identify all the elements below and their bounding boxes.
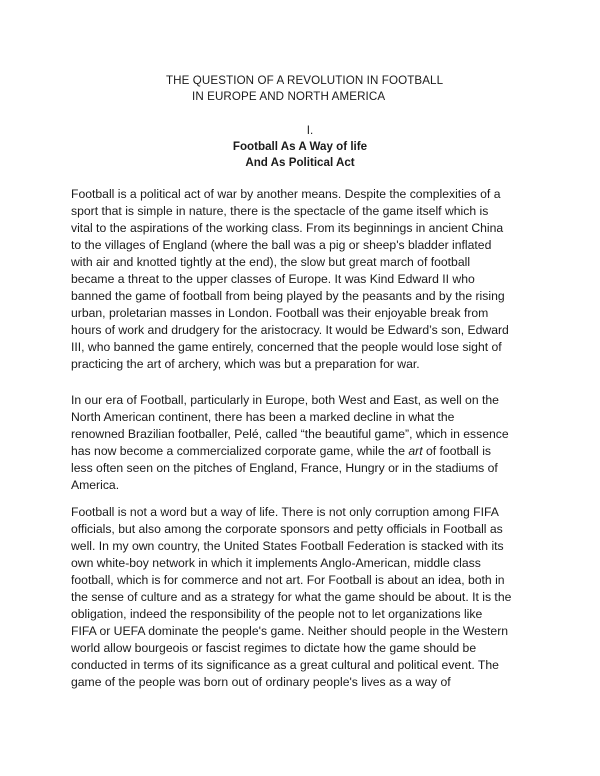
paragraph-line: obligation, indeed the responsibility of the people not to let organizations like — [71, 607, 483, 621]
paragraph-line: became a threat to the upper classes of Europe. It was Kind Edward II who — [71, 272, 475, 286]
italic-word: art — [408, 444, 423, 458]
section-heading-line-1: Football As A Way of life — [232, 140, 368, 153]
paragraph-line: to the villages of England (where the ball was a pig or sheep's bladder inflated — [71, 238, 492, 252]
paragraph-line: FIFA or UEFA dominate the people's game. Neither should people in the Western — [71, 624, 509, 638]
paragraph-1 — [71, 186, 537, 373]
paragraph-line: conducted in terms of its significance as a great cultural and political event. The — [71, 658, 499, 672]
paragraph-line: Football is not a word but a way of life. There is not only corruption among FIFA — [71, 505, 499, 519]
paragraph-line: football, which is for commerce and not art. For Football is about an idea, both in — [71, 573, 505, 587]
paragraph-2 — [71, 392, 537, 494]
title-line-1: THE QUESTION OF A REVOLUTION IN FOOTBALL — [166, 74, 444, 87]
paragraph-line: less often seen on the pitches of England, France, Hungry or in the stadiums of — [71, 461, 498, 475]
paragraph-line: banned the game of football from being played by the peasants and by the rising — [71, 289, 505, 303]
paragraph-line: world allow bourgeois or fascist regimes to dictate how the game should be — [71, 641, 477, 655]
paragraph-line: sport that is simple in nature, there is the spectacle of the game itself which is — [71, 204, 489, 218]
paragraph-line: well. In my own country, the United States Football Federation is stacked with its — [71, 539, 504, 553]
paragraph-line: III, who banned the game entirely, concerned that the people would lose sight of — [71, 340, 502, 354]
title-line-2: IN EUROPE AND NORTH AMERICA — [192, 90, 386, 103]
paragraph-line-with-italic — [71, 443, 537, 460]
paragraph-line: hours of work and drudgery for the aristocracy. It would be Edward’s son, Edward — [71, 323, 509, 337]
line-start: has now become a commercialized corporate game, while the — [71, 444, 409, 458]
paragraph-line: practicing the art of archery, which was but a preparation for war. — [71, 357, 420, 371]
paragraph-line: with air and knotted tightly at the end), the slow but great march of football — [71, 255, 471, 269]
section-numeral: I. — [306, 124, 314, 137]
document-title — [166, 73, 443, 105]
paragraph-line: Football is a political act of war by another means. Despite the complexities of a — [71, 187, 501, 201]
paragraph-line: renowned Brazilian footballer, Pelé, called “the beautiful game”, which in essence — [71, 427, 509, 441]
paragraph-3 — [71, 504, 537, 691]
paragraph-line: urban, proletarian masses in London. Football was their enjoyable break from — [71, 306, 489, 320]
paragraph-line: North American continent, there has been a marked decline in what the — [71, 410, 455, 424]
paragraph-line: own white-boy network in which it implements Anglo-American, middle class — [71, 556, 481, 570]
paragraph-line: In our era of Football, particularly in Europe, both West and East, as well on the — [71, 393, 499, 407]
line-tail: of football is — [422, 444, 492, 458]
paragraph-line: the sense of culture and as a strategy for what the game should be about. It is the — [71, 590, 512, 604]
paragraph-line: America. — [71, 478, 120, 492]
section-header — [0, 123, 600, 171]
paragraph-line: vital to the aspirations of the working class. From its beginnings in ancient China — [71, 221, 504, 235]
paragraph-line: officials, but also among the corporate sponsors and petty officials in Football as — [71, 522, 503, 536]
paragraph-line: game of the people was born out of ordinary people's lives as a way of — [71, 675, 451, 689]
section-heading-line-2: And As Political Act — [245, 156, 355, 169]
